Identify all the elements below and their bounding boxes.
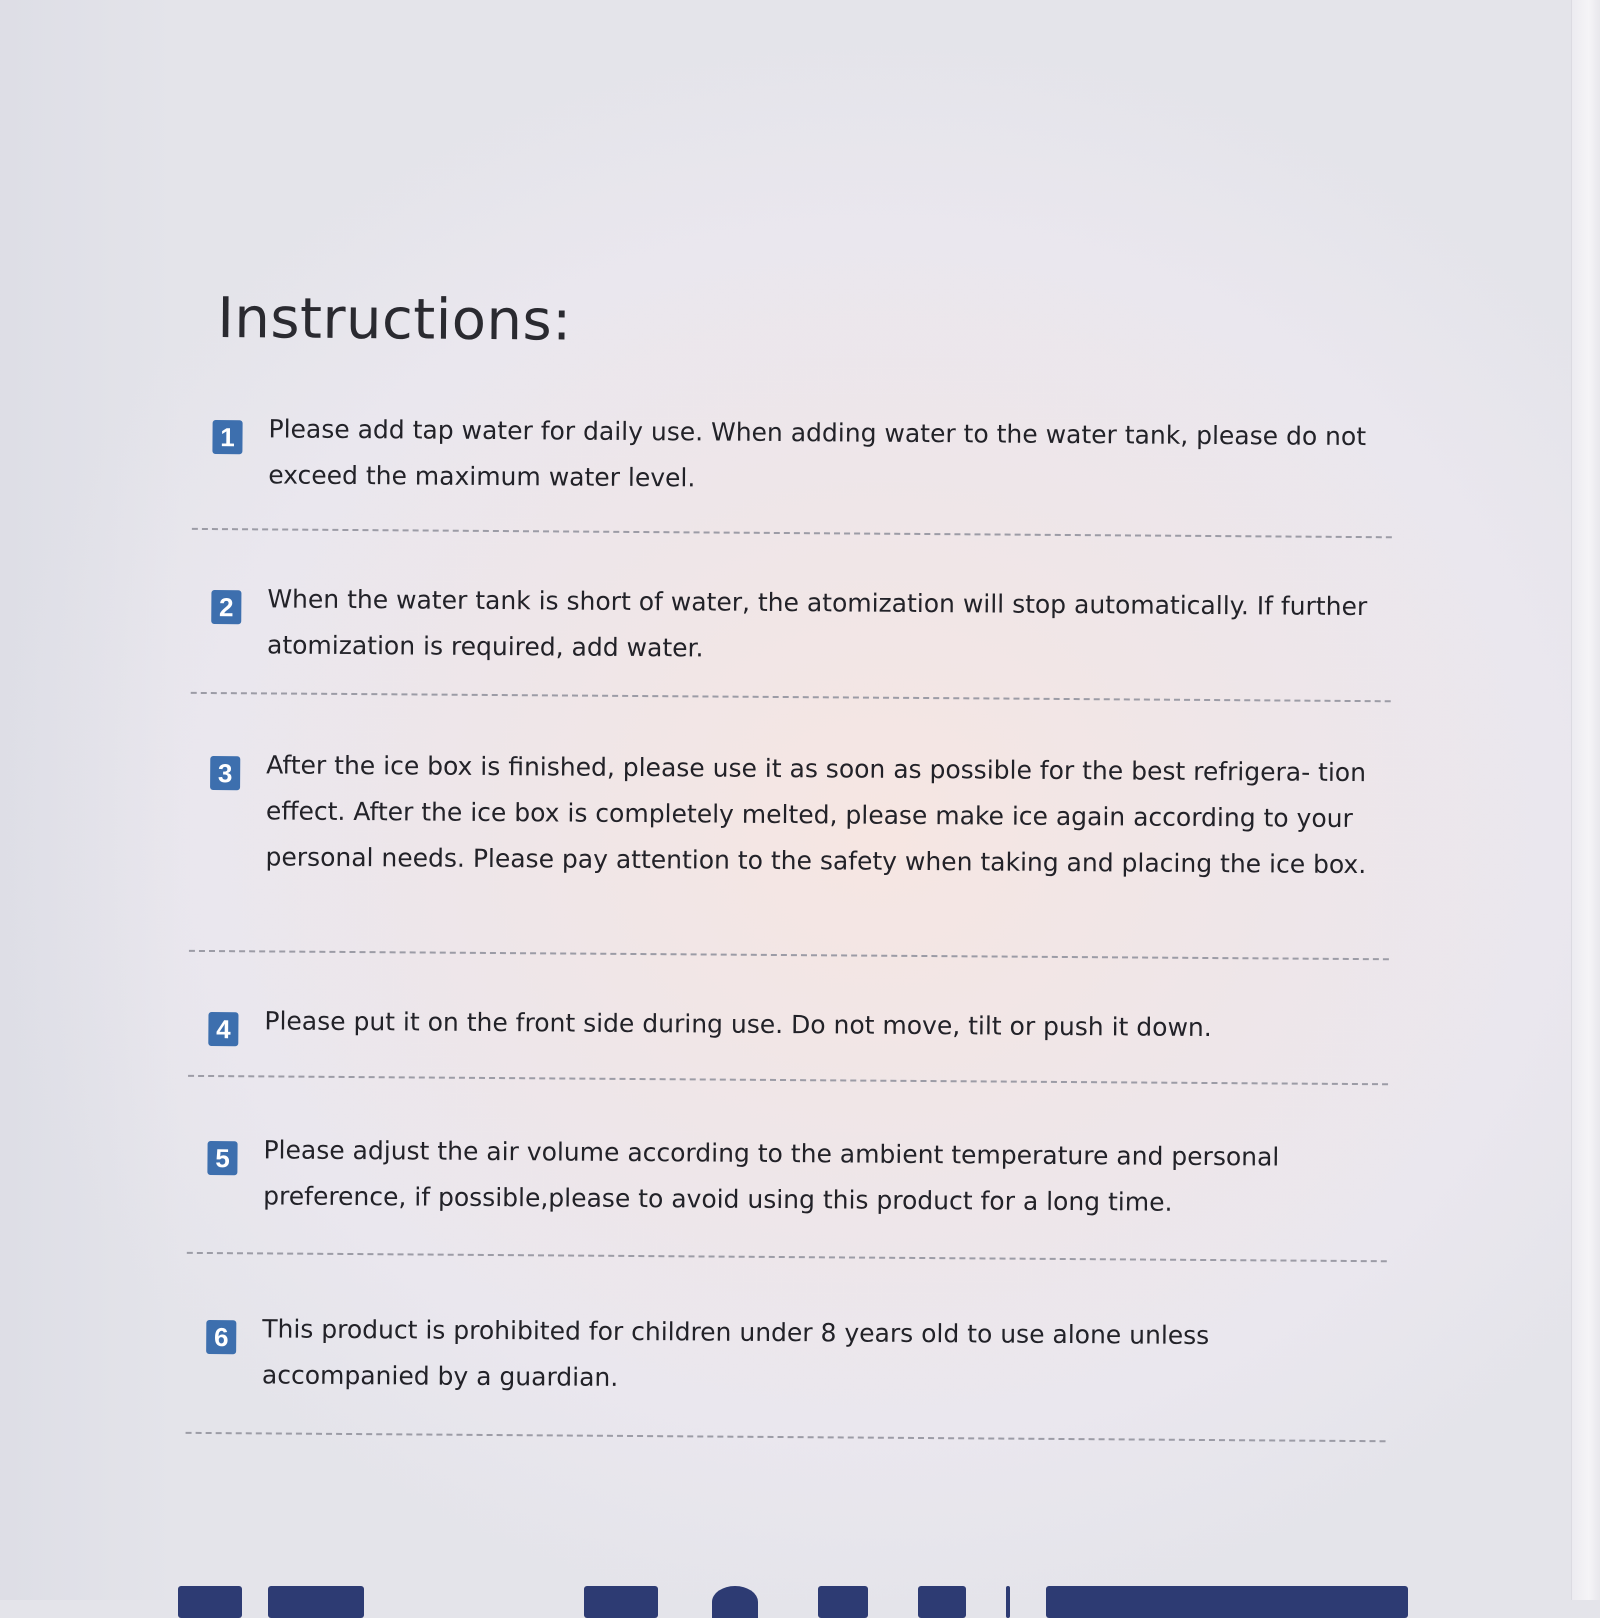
step-number-badge: 5 <box>207 1141 237 1175</box>
step-number-badge: 1 <box>212 420 242 454</box>
instruction-item-6 <box>186 1254 1387 1442</box>
step-number-badge: 4 <box>208 1012 238 1046</box>
step-number-badge: 6 <box>206 1320 236 1354</box>
instruction-text: Please put it on the front side during use. Do not move, tilt or push it down. <box>264 1006 1212 1043</box>
instruction-item-1 <box>192 406 1393 538</box>
instruction-text: Please add tap water for daily use. When adding water to the water tank, please do not exceed the maximum water level. <box>268 414 1367 493</box>
instruction-list <box>186 406 1393 1442</box>
instruction-item-2 <box>191 530 1392 702</box>
step-number-badge: 3 <box>210 756 240 790</box>
cropped-footer-markings <box>0 1570 1600 1600</box>
recycle-icon <box>818 1586 868 1618</box>
cropped-mark <box>268 1586 364 1618</box>
divider <box>1006 1586 1010 1618</box>
cropped-symbol-icon <box>712 1586 758 1618</box>
page-title: Instructions: <box>217 286 572 354</box>
step-number-badge: 2 <box>211 590 241 624</box>
cropped-mark <box>1046 1586 1408 1618</box>
cropped-mark <box>584 1586 658 1618</box>
weee-bin-icon <box>918 1586 966 1618</box>
instruction-text: This product is prohibited for children under 8 years old to use alone unless accompanied by a guardian. <box>261 1314 1210 1392</box>
instruction-item-5 <box>187 1077 1388 1262</box>
instruction-item-3 <box>189 694 1391 960</box>
instruction-item-4 <box>188 952 1389 1085</box>
instruction-text: When the water tank is short of water, the atomization will stop automatically. If further atomization is required, add water. <box>266 584 1368 663</box>
instruction-text: After the ice box is finished, please use it as soon as possible for the best refrigera- tion effect. After the ice box is completely melted, please make ice again according to your personal needs. Please pay attention to the safety when taking and placing the ice box. <box>265 750 1367 880</box>
instruction-text: Please adjust the air volume according to the ambient temperature and personal preference, if possible,please to avoid using this product for a long time. <box>263 1135 1280 1217</box>
cropped-mark <box>178 1586 242 1618</box>
